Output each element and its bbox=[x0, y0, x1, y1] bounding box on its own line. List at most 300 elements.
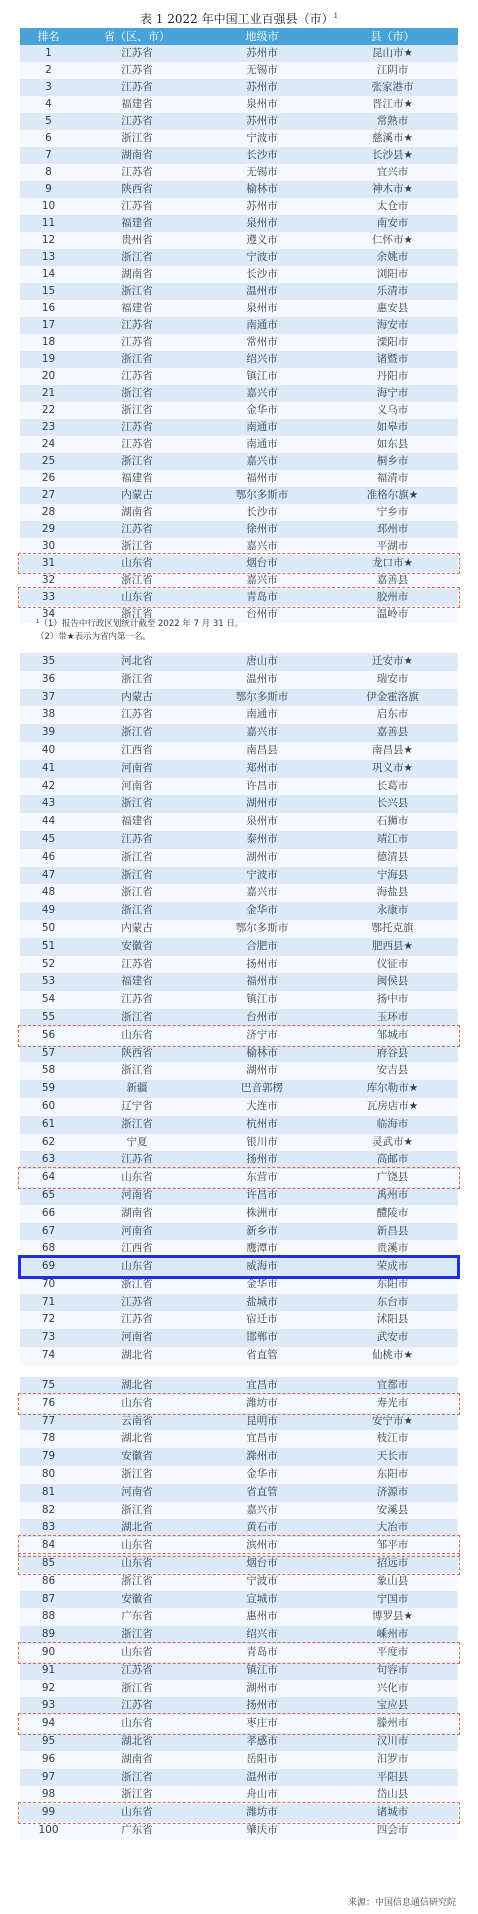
province-cell: 内蒙古 bbox=[77, 487, 197, 504]
province-cell: 新疆 bbox=[77, 1080, 197, 1098]
rank-cell: 74 bbox=[20, 1347, 77, 1365]
table-row bbox=[20, 956, 458, 974]
table-row bbox=[20, 1098, 458, 1116]
province-cell: 广东省 bbox=[77, 1608, 197, 1626]
city-cell: 省直管 bbox=[197, 1347, 327, 1365]
table-row bbox=[20, 1822, 458, 1840]
table-row bbox=[20, 938, 458, 956]
city-cell: 南通市 bbox=[197, 317, 327, 334]
rank-cell: 4 bbox=[20, 96, 77, 113]
city-cell: 宁波市 bbox=[197, 249, 327, 266]
county-cell: 龙口市★ bbox=[327, 555, 458, 572]
county-cell: 丹阳市 bbox=[327, 368, 458, 385]
city-cell: 泉州市 bbox=[197, 215, 327, 232]
county-cell: 邳州市 bbox=[327, 521, 458, 538]
table-row bbox=[20, 436, 458, 453]
rank-cell: 100 bbox=[20, 1822, 77, 1840]
province-cell: 浙江省 bbox=[77, 1009, 197, 1027]
rank-cell: 93 bbox=[20, 1697, 77, 1715]
table-row bbox=[20, 1751, 458, 1769]
city-cell: 嘉兴市 bbox=[197, 572, 327, 589]
county-cell: 惠安县 bbox=[327, 300, 458, 317]
table-row bbox=[20, 419, 458, 436]
province-cell: 山东省 bbox=[77, 1644, 197, 1662]
rank-cell: 23 bbox=[20, 419, 77, 436]
province-cell: 云南省 bbox=[77, 1413, 197, 1431]
province-cell: 福建省 bbox=[77, 300, 197, 317]
county-cell: 神木市★ bbox=[327, 181, 458, 198]
county-cell: 东阳市 bbox=[327, 1466, 458, 1484]
rank-cell: 95 bbox=[20, 1733, 77, 1751]
city-cell: 嘉兴市 bbox=[197, 453, 327, 470]
county-cell: 平度市 bbox=[327, 1644, 458, 1662]
province-cell: 陕西省 bbox=[77, 181, 197, 198]
rank-cell: 94 bbox=[20, 1715, 77, 1733]
table-row bbox=[20, 1240, 458, 1258]
province-cell: 江苏省 bbox=[77, 956, 197, 974]
table-row bbox=[20, 1786, 458, 1804]
city-cell: 金华市 bbox=[197, 1466, 327, 1484]
rank-cell: 85 bbox=[20, 1555, 77, 1573]
county-cell: 句容市 bbox=[327, 1662, 458, 1680]
province-cell: 浙江省 bbox=[77, 606, 197, 623]
table-row bbox=[20, 504, 458, 521]
province-cell: 江西省 bbox=[77, 742, 197, 760]
province-cell: 山东省 bbox=[77, 1169, 197, 1187]
table-row bbox=[20, 1537, 458, 1555]
rank-cell: 90 bbox=[20, 1644, 77, 1662]
table-row bbox=[20, 300, 458, 317]
county-cell: 温岭市 bbox=[327, 606, 458, 623]
rank-cell: 38 bbox=[20, 706, 77, 724]
city-cell: 福州市 bbox=[197, 470, 327, 487]
province-cell: 浙江省 bbox=[77, 1680, 197, 1698]
province-cell: 江西省 bbox=[77, 1240, 197, 1258]
rank-cell: 80 bbox=[20, 1466, 77, 1484]
table-row bbox=[20, 1027, 458, 1045]
city-cell: 宜昌市 bbox=[197, 1377, 327, 1395]
county-cell: 四会市 bbox=[327, 1822, 458, 1840]
table-row bbox=[20, 1804, 458, 1822]
city-cell: 嘉兴市 bbox=[197, 538, 327, 555]
table-row bbox=[20, 130, 458, 147]
city-cell: 温州市 bbox=[197, 1769, 327, 1787]
county-cell: 汨罗市 bbox=[327, 1751, 458, 1769]
province-cell: 福建省 bbox=[77, 96, 197, 113]
province-cell: 河南省 bbox=[77, 778, 197, 796]
city-cell: 温州市 bbox=[197, 283, 327, 300]
province-cell: 河北省 bbox=[77, 653, 197, 671]
rank-cell: 7 bbox=[20, 147, 77, 164]
ranking-table-part-2 bbox=[20, 653, 458, 1365]
table-row bbox=[20, 62, 458, 79]
county-cell: 溧阳市 bbox=[327, 334, 458, 351]
province-cell: 山东省 bbox=[77, 1537, 197, 1555]
rank-cell: 58 bbox=[20, 1062, 77, 1080]
province-cell: 安徽省 bbox=[77, 1448, 197, 1466]
province-cell: 江苏省 bbox=[77, 45, 197, 62]
province-cell: 浙江省 bbox=[77, 385, 197, 402]
table-row bbox=[20, 453, 458, 470]
city-cell: 郑州市 bbox=[197, 760, 327, 778]
province-cell: 江苏省 bbox=[77, 419, 197, 436]
county-cell: 太仓市 bbox=[327, 198, 458, 215]
rank-cell: 61 bbox=[20, 1116, 77, 1134]
table-row bbox=[20, 351, 458, 368]
table-row bbox=[20, 79, 458, 96]
rank-cell: 73 bbox=[20, 1329, 77, 1347]
city-cell: 扬州市 bbox=[197, 1697, 327, 1715]
city-cell: 威海市 bbox=[197, 1258, 327, 1276]
county-cell: 滕州市 bbox=[327, 1715, 458, 1733]
city-cell: 泉州市 bbox=[197, 300, 327, 317]
city-cell: 宁波市 bbox=[197, 1573, 327, 1591]
rank-cell: 34 bbox=[20, 606, 77, 623]
table-row bbox=[20, 813, 458, 831]
city-cell: 唐山市 bbox=[197, 653, 327, 671]
footnote-1: ¹（1）报告中行政区划统计截至 2022 年 7 月 31 日。 bbox=[36, 619, 244, 629]
table-row bbox=[20, 572, 458, 589]
rank-cell: 83 bbox=[20, 1519, 77, 1537]
rank-cell: 71 bbox=[20, 1294, 77, 1312]
city-cell: 南通市 bbox=[197, 706, 327, 724]
county-cell: 浏阳市 bbox=[327, 266, 458, 283]
table-row bbox=[20, 181, 458, 198]
county-cell: 仪征市 bbox=[327, 956, 458, 974]
table-row bbox=[20, 1608, 458, 1626]
county-cell: 嵊州市 bbox=[327, 1626, 458, 1644]
county-cell: 东台市 bbox=[327, 1294, 458, 1312]
province-cell: 福建省 bbox=[77, 215, 197, 232]
province-cell: 湖南省 bbox=[77, 1205, 197, 1223]
rank-cell: 20 bbox=[20, 368, 77, 385]
table-row bbox=[20, 1258, 458, 1276]
table-row bbox=[20, 589, 458, 606]
city-cell: 榆林市 bbox=[197, 181, 327, 198]
rank-cell: 86 bbox=[20, 1573, 77, 1591]
city-cell: 滨州市 bbox=[197, 1537, 327, 1555]
province-cell: 河南省 bbox=[77, 1223, 197, 1241]
rank-cell: 59 bbox=[20, 1080, 77, 1098]
county-cell: 如东县 bbox=[327, 436, 458, 453]
county-cell: 府谷县 bbox=[327, 1045, 458, 1063]
table-row bbox=[20, 198, 458, 215]
ranking-table-part-1 bbox=[20, 28, 458, 623]
city-cell: 温州市 bbox=[197, 671, 327, 689]
table-row bbox=[20, 920, 458, 938]
county-cell: 嘉善县 bbox=[327, 572, 458, 589]
table-row bbox=[20, 1116, 458, 1134]
province-cell: 浙江省 bbox=[77, 538, 197, 555]
rank-cell: 77 bbox=[20, 1413, 77, 1431]
county-cell: 宁国市 bbox=[327, 1591, 458, 1609]
province-cell: 福建省 bbox=[77, 470, 197, 487]
province-cell: 河南省 bbox=[77, 760, 197, 778]
table-row bbox=[20, 1448, 458, 1466]
county-cell: 南昌县★ bbox=[327, 742, 458, 760]
county-cell: 平湖市 bbox=[327, 538, 458, 555]
province-cell: 江苏省 bbox=[77, 334, 197, 351]
rank-cell: 16 bbox=[20, 300, 77, 317]
rank-cell: 36 bbox=[20, 671, 77, 689]
province-cell: 湖北省 bbox=[77, 1377, 197, 1395]
city-cell: 孝感市 bbox=[197, 1733, 327, 1751]
table-row bbox=[20, 1009, 458, 1027]
province-cell: 广东省 bbox=[77, 1822, 197, 1840]
city-cell: 潍坊市 bbox=[197, 1804, 327, 1822]
rank-cell: 56 bbox=[20, 1027, 77, 1045]
county-cell: 招远市 bbox=[327, 1555, 458, 1573]
province-cell: 浙江省 bbox=[77, 453, 197, 470]
county-cell: 醴陵市 bbox=[327, 1205, 458, 1223]
province-cell: 湖北省 bbox=[77, 1733, 197, 1751]
province-cell: 浙江省 bbox=[77, 130, 197, 147]
province-cell: 山东省 bbox=[77, 1027, 197, 1045]
county-cell: 新昌县 bbox=[327, 1223, 458, 1241]
city-cell: 镇江市 bbox=[197, 991, 327, 1009]
table-row bbox=[20, 1276, 458, 1294]
table-row bbox=[20, 555, 458, 572]
province-cell: 江苏省 bbox=[77, 113, 197, 130]
rank-cell: 67 bbox=[20, 1223, 77, 1241]
province-cell: 江苏省 bbox=[77, 1662, 197, 1680]
city-cell: 新乡市 bbox=[197, 1223, 327, 1241]
province-cell: 福建省 bbox=[77, 813, 197, 831]
county-cell: 临海市 bbox=[327, 1116, 458, 1134]
county-cell: 启东市 bbox=[327, 706, 458, 724]
rank-cell: 63 bbox=[20, 1151, 77, 1169]
city-cell: 徐州市 bbox=[197, 521, 327, 538]
table-row bbox=[20, 724, 458, 742]
table-row bbox=[20, 1080, 458, 1098]
county-cell: 安吉县 bbox=[327, 1062, 458, 1080]
city-cell: 舟山市 bbox=[197, 1786, 327, 1804]
table-row bbox=[20, 1591, 458, 1609]
rank-cell: 24 bbox=[20, 436, 77, 453]
county-cell: 宜都市 bbox=[327, 1377, 458, 1395]
province-cell: 山东省 bbox=[77, 1555, 197, 1573]
table-row bbox=[20, 538, 458, 555]
province-cell: 浙江省 bbox=[77, 884, 197, 902]
table-row bbox=[20, 1062, 458, 1080]
county-cell: 南安市 bbox=[327, 215, 458, 232]
city-cell: 湖州市 bbox=[197, 795, 327, 813]
city-cell: 宁波市 bbox=[197, 130, 327, 147]
rank-cell: 72 bbox=[20, 1311, 77, 1329]
province-cell: 浙江省 bbox=[77, 283, 197, 300]
rank-cell: 17 bbox=[20, 317, 77, 334]
county-cell: 高邮市 bbox=[327, 1151, 458, 1169]
county-cell: 宁海县 bbox=[327, 867, 458, 885]
city-cell: 无锡市 bbox=[197, 62, 327, 79]
rank-cell: 52 bbox=[20, 956, 77, 974]
table-row bbox=[20, 334, 458, 351]
source-note: 来源：中国信息通信研究院 bbox=[347, 1898, 456, 1908]
rank-cell: 37 bbox=[20, 689, 77, 707]
city-cell: 宜昌市 bbox=[197, 1430, 327, 1448]
rank-cell: 76 bbox=[20, 1395, 77, 1413]
city-cell: 大连市 bbox=[197, 1098, 327, 1116]
table-row bbox=[20, 671, 458, 689]
rank-cell: 41 bbox=[20, 760, 77, 778]
city-cell: 泰州市 bbox=[197, 831, 327, 849]
table-row bbox=[20, 1733, 458, 1751]
rank-cell: 64 bbox=[20, 1169, 77, 1187]
county-cell: 乐清市 bbox=[327, 283, 458, 300]
city-cell: 株洲市 bbox=[197, 1205, 327, 1223]
province-cell: 浙江省 bbox=[77, 849, 197, 867]
county-cell: 灵武市★ bbox=[327, 1134, 458, 1152]
province-cell: 江苏省 bbox=[77, 831, 197, 849]
table-row bbox=[20, 1573, 458, 1591]
county-cell: 胶州市 bbox=[327, 589, 458, 606]
table-row bbox=[20, 653, 458, 671]
city-cell: 嘉兴市 bbox=[197, 724, 327, 742]
rank-cell: 3 bbox=[20, 79, 77, 96]
table-row bbox=[20, 1484, 458, 1502]
county-cell: 汉川市 bbox=[327, 1733, 458, 1751]
rank-cell: 2 bbox=[20, 62, 77, 79]
table-row bbox=[20, 283, 458, 300]
table-row bbox=[20, 147, 458, 164]
province-cell: 江苏省 bbox=[77, 79, 197, 96]
rank-cell: 49 bbox=[20, 902, 77, 920]
county-cell: 慈溪市★ bbox=[327, 130, 458, 147]
city-cell: 绍兴市 bbox=[197, 351, 327, 368]
province-cell: 浙江省 bbox=[77, 249, 197, 266]
rank-cell: 46 bbox=[20, 849, 77, 867]
city-cell: 邯郸市 bbox=[197, 1329, 327, 1347]
rank-cell: 50 bbox=[20, 920, 77, 938]
city-cell: 镇江市 bbox=[197, 368, 327, 385]
table-row bbox=[20, 249, 458, 266]
province-cell: 山东省 bbox=[77, 1715, 197, 1733]
county-cell: 库尔勒市★ bbox=[327, 1080, 458, 1098]
rank-cell: 27 bbox=[20, 487, 77, 504]
province-cell: 湖南省 bbox=[77, 504, 197, 521]
rank-cell: 70 bbox=[20, 1276, 77, 1294]
city-cell: 嘉兴市 bbox=[197, 385, 327, 402]
rank-cell: 30 bbox=[20, 538, 77, 555]
province-cell: 浙江省 bbox=[77, 1769, 197, 1787]
rank-cell: 82 bbox=[20, 1502, 77, 1520]
rank-cell: 21 bbox=[20, 385, 77, 402]
province-cell: 江苏省 bbox=[77, 1151, 197, 1169]
county-cell: 武安市 bbox=[327, 1329, 458, 1347]
city-cell: 鄂尔多斯市 bbox=[197, 487, 327, 504]
county-cell: 德清县 bbox=[327, 849, 458, 867]
rank-cell: 57 bbox=[20, 1045, 77, 1063]
table-row bbox=[20, 96, 458, 113]
city-cell: 榆林市 bbox=[197, 1045, 327, 1063]
city-cell: 潍坊市 bbox=[197, 1395, 327, 1413]
county-cell: 仁怀市★ bbox=[327, 232, 458, 249]
city-cell: 绍兴市 bbox=[197, 1626, 327, 1644]
county-cell: 东阳市 bbox=[327, 1276, 458, 1294]
table-header-row bbox=[20, 28, 458, 45]
province-cell: 江苏省 bbox=[77, 1311, 197, 1329]
county-cell: 鄂托克旗 bbox=[327, 920, 458, 938]
province-cell: 内蒙古 bbox=[77, 689, 197, 707]
table-row bbox=[20, 1519, 458, 1537]
ranking-table-part-3 bbox=[20, 1377, 458, 1840]
county-cell: 沭阳县 bbox=[327, 1311, 458, 1329]
county-cell: 福清市 bbox=[327, 470, 458, 487]
province-cell: 河南省 bbox=[77, 1329, 197, 1347]
table-row bbox=[20, 521, 458, 538]
province-cell: 安徽省 bbox=[77, 938, 197, 956]
county-cell: 石狮市 bbox=[327, 813, 458, 831]
table-row bbox=[20, 1205, 458, 1223]
table-row bbox=[20, 487, 458, 504]
province-cell: 山东省 bbox=[77, 1258, 197, 1276]
province-cell: 浙江省 bbox=[77, 572, 197, 589]
county-cell: 瓦房店市★ bbox=[327, 1098, 458, 1116]
rank-cell: 35 bbox=[20, 653, 77, 671]
province-cell: 浙江省 bbox=[77, 1626, 197, 1644]
rank-cell: 40 bbox=[20, 742, 77, 760]
county-cell: 长沙县★ bbox=[327, 147, 458, 164]
rank-cell: 18 bbox=[20, 334, 77, 351]
table-row bbox=[20, 1697, 458, 1715]
table-row bbox=[20, 1169, 458, 1187]
county-cell: 安宁市★ bbox=[327, 1413, 458, 1431]
city-cell: 台州市 bbox=[197, 606, 327, 623]
province-cell: 江苏省 bbox=[77, 62, 197, 79]
province-cell: 湖北省 bbox=[77, 1347, 197, 1365]
city-cell: 烟台市 bbox=[197, 1555, 327, 1573]
city-cell: 合肥市 bbox=[197, 938, 327, 956]
province-cell: 江苏省 bbox=[77, 521, 197, 538]
province-cell: 江苏省 bbox=[77, 1697, 197, 1715]
county-cell: 如皋市 bbox=[327, 419, 458, 436]
rank-cell: 91 bbox=[20, 1662, 77, 1680]
province-cell: 山东省 bbox=[77, 1804, 197, 1822]
province-cell: 贵州省 bbox=[77, 232, 197, 249]
county-cell: 常熟市 bbox=[327, 113, 458, 130]
city-cell: 宁波市 bbox=[197, 867, 327, 885]
rank-cell: 62 bbox=[20, 1134, 77, 1152]
rank-cell: 10 bbox=[20, 198, 77, 215]
rank-cell: 15 bbox=[20, 283, 77, 300]
province-cell: 江苏省 bbox=[77, 317, 197, 334]
city-cell: 鄂尔多斯市 bbox=[197, 920, 327, 938]
header-city-cell: 地级市 bbox=[197, 28, 327, 45]
province-cell: 湖北省 bbox=[77, 1519, 197, 1537]
county-cell: 伊金霍洛旗 bbox=[327, 689, 458, 707]
rank-cell: 42 bbox=[20, 778, 77, 796]
table-row bbox=[20, 1555, 458, 1573]
rank-cell: 68 bbox=[20, 1240, 77, 1258]
province-cell: 浙江省 bbox=[77, 795, 197, 813]
city-cell: 黄石市 bbox=[197, 1519, 327, 1537]
table-row bbox=[20, 1662, 458, 1680]
county-cell: 巩义市★ bbox=[327, 760, 458, 778]
city-cell: 济宁市 bbox=[197, 1027, 327, 1045]
city-cell: 苏州市 bbox=[197, 79, 327, 96]
table-row bbox=[20, 1045, 458, 1063]
city-cell: 鄂尔多斯市 bbox=[197, 689, 327, 707]
city-cell: 金华市 bbox=[197, 1276, 327, 1294]
city-cell: 青岛市 bbox=[197, 589, 327, 606]
city-cell: 遵义市 bbox=[197, 232, 327, 249]
city-cell: 青岛市 bbox=[197, 1644, 327, 1662]
rank-cell: 66 bbox=[20, 1205, 77, 1223]
title-footnote-mark: 1 bbox=[333, 12, 339, 20]
county-cell: 仙桃市★ bbox=[327, 1347, 458, 1365]
city-cell: 烟台市 bbox=[197, 555, 327, 572]
rank-cell: 96 bbox=[20, 1751, 77, 1769]
